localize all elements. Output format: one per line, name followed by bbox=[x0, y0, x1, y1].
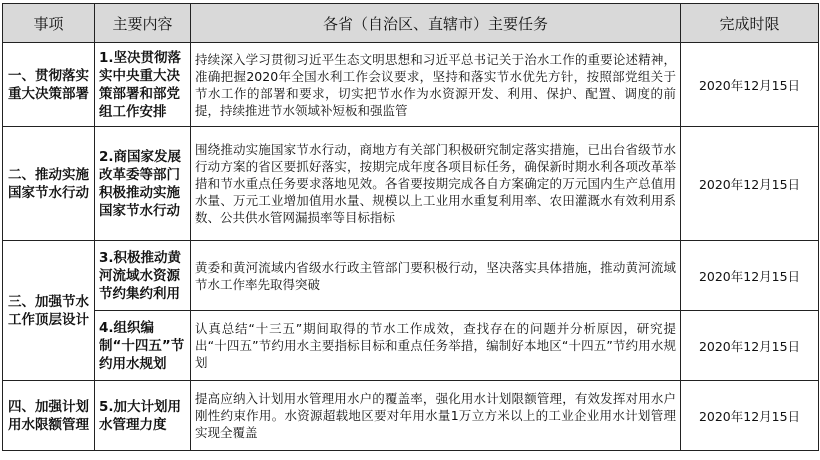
item-cell: 1.坚决贯彻落实中央重大决策部署和部党组工作安排 bbox=[95, 43, 191, 127]
item-cell: 3.积极推动黄河流域水资源节约集约利用 bbox=[95, 241, 191, 311]
header-category: 事项 bbox=[3, 4, 95, 43]
table-row bbox=[3, 127, 819, 241]
task-cell: 围绕推动实施国家节水行动，商地方有关部门积极研究制定落实措施，已出台省级节水行动方案的省区要抓好落实，按期完成年度各项目标任务，确保新时期水利各项改革举措和节水重点任务要求落地见效。各省要按期完成各自方案确定的万元国内生产总值用水量、万元工业增加值用水量、规模以上工业用水重复利用率、农田灌溉水有效利用系数、公共供水管网漏损率等目标指标 bbox=[191, 127, 681, 241]
deadline-cell: 2020年12月15日 bbox=[681, 127, 819, 241]
task-cell: 黄委和黄河流域内省级水行政主管部门要积极行动，坚决落实具体措施，推动黄河流域节水工作率先取得突破 bbox=[191, 241, 681, 311]
category-cell: 四、加强计划用水限额管理 bbox=[3, 381, 95, 451]
category-cell: 二、推动实施国家节水行动 bbox=[3, 127, 95, 241]
item-cell: 4.组织编制“十四五”节约用水规划 bbox=[95, 311, 191, 381]
deadline-cell: 2020年12月15日 bbox=[681, 43, 819, 127]
header-tasks: 各省（自治区、直辖市）主要任务 bbox=[191, 4, 681, 43]
task-table bbox=[2, 3, 819, 451]
table-row bbox=[3, 43, 819, 127]
deadline-cell: 2020年12月15日 bbox=[681, 381, 819, 451]
header-main-content: 主要内容 bbox=[95, 4, 191, 43]
task-cell: 持续深入学习贯彻习近平生态文明思想和习近平总书记关于治水工作的重要论述精神，准确把握2020年全国水利工作会议要求，坚持和落实节水优先方针，按照部党组关于节水工作的部署和要求，切实把节水作为水资源开发、利用、保护、配置、调度的前提，持续推进节水领域补短板和强监管 bbox=[191, 43, 681, 127]
category-cell: 一、贯彻落实重大决策部署 bbox=[3, 43, 95, 127]
task-cell: 认真总结“十三五”期间取得的节水工作成效，查找存在的问题并分析原因，研究提出“十四五”节约用水主要指标目标和重点任务举措，编制好本地区“十四五”节约用水规划 bbox=[191, 311, 681, 381]
table-row bbox=[3, 241, 819, 311]
header-row bbox=[3, 4, 819, 43]
deadline-cell: 2020年12月15日 bbox=[681, 241, 819, 311]
deadline-cell: 2020年12月15日 bbox=[681, 311, 819, 381]
item-cell: 5.加大计划用水管理力度 bbox=[95, 381, 191, 451]
category-cell: 三、加强节水工作顶层设计 bbox=[3, 241, 95, 381]
table-row bbox=[3, 311, 819, 381]
item-cell: 2.商国家发展改革委等部门积极推动实施国家节水行动 bbox=[95, 127, 191, 241]
header-deadline: 完成时限 bbox=[681, 4, 819, 43]
table-row bbox=[3, 381, 819, 451]
task-cell: 提高应纳入计划用水管理用水户的覆盖率，强化用水计划限额管理，有效发挥对用水户刚性约束作用。水资源超载地区要对年用水量1万立方米以上的工业企业用水计划管理实现全覆盖 bbox=[191, 381, 681, 451]
